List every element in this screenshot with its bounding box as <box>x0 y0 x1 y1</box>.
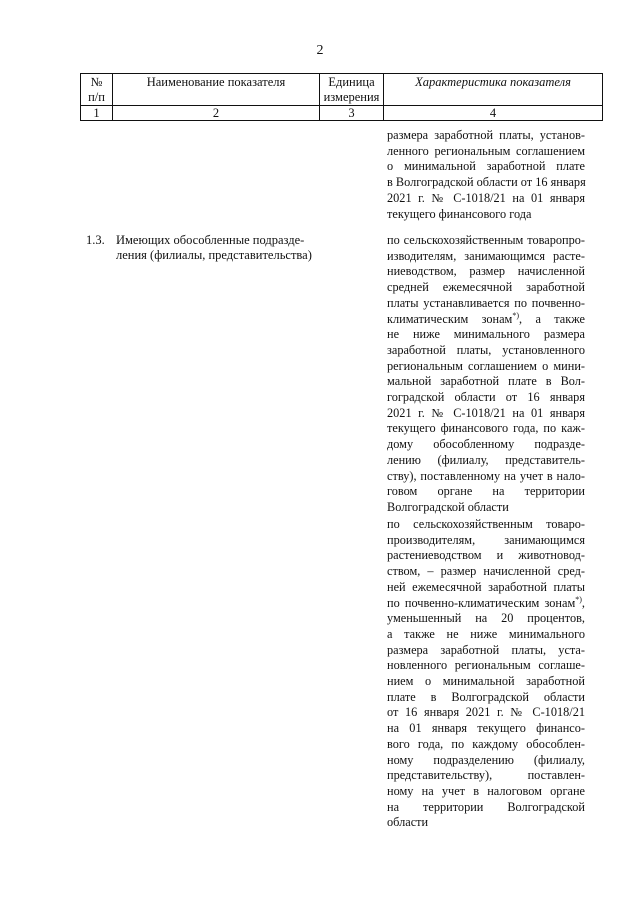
col-number-1: 1 <box>81 106 113 121</box>
col-number-2: 2 <box>113 106 320 121</box>
characteristic-crop-producers <box>387 233 585 516</box>
text-line: от 16 января 2021 г. № С-1018/21 <box>387 705 585 720</box>
text-line: изводителям, занимающимся расте- <box>387 248 585 263</box>
text-line: климатическим зонам*), а также <box>387 310 585 326</box>
row-number: 1.3. <box>86 233 105 247</box>
text-line: дому обособленному подразде- <box>387 437 585 452</box>
text-line: представительству), поставлен- <box>387 768 585 783</box>
text-line: вого года, по каждому обособлен- <box>387 736 585 751</box>
col-header-unit: Единица измерения <box>320 74 384 106</box>
text-line: ниеводством, размер начисленной <box>387 264 585 279</box>
footnote-mark: *) <box>512 310 520 320</box>
text-line: лению (филиалу, представитель- <box>387 452 585 467</box>
text-line: плате в Волгоградской области <box>387 689 585 704</box>
text-line: региональным соглашением о мини- <box>387 358 585 373</box>
text-line: не ниже минимального размера <box>387 327 585 342</box>
text-line: на территории Волгоградской <box>387 799 585 814</box>
text-line: текущего финансового года, по каж- <box>387 421 585 436</box>
text-line: по почвенно-климатическим зонам*), <box>387 594 585 610</box>
text-line: текущего финансового года <box>387 206 532 221</box>
text-line: гоградской области от 16 января <box>387 390 585 405</box>
text-line: по сельскохозяйственным товаро- <box>387 517 585 531</box>
text-line: 2021 г. № С-1018/21 на 01 января <box>387 190 585 205</box>
text-line: на 01 января текущего финансо- <box>387 721 585 736</box>
text-line: области <box>387 815 429 830</box>
text-line: ленного региональным соглашением <box>387 143 585 158</box>
text-line: растениеводством и животновод- <box>387 548 585 563</box>
text-line: нием о минимальной заработной <box>387 674 585 689</box>
text-line: ству), поставленному на учет в нало- <box>387 468 585 483</box>
text-line: ней ежемесячной заработной платы <box>387 579 585 594</box>
col-number-3: 3 <box>320 106 384 121</box>
text-line: 2021 г. № С-1018/21 на 01 января <box>387 405 585 420</box>
row-indicator-name: Имеющих обособленные подразде- ления (филиалы, представительства) <box>116 233 312 262</box>
text-line: заработной платы, установленного <box>387 342 585 357</box>
text-line: платы устанавливается по почвенно- <box>387 295 585 310</box>
text-line: Волгоградской области <box>387 499 509 514</box>
text-line: мальной заработной плате в Вол- <box>387 374 585 389</box>
text-line: ному подразделению (филиалу, <box>387 752 585 767</box>
col-header-characteristic: Характеристика показателя <box>384 74 603 106</box>
text-line: ством, – размер начисленной сред- <box>387 564 585 579</box>
continuation-text <box>387 128 585 222</box>
text-line: новленного региональным соглаше- <box>387 658 585 673</box>
text-line: по сельскохозяйственным товаропро- <box>387 233 585 247</box>
text-line: размера заработной платы, уста- <box>387 642 585 657</box>
col-number-4: 4 <box>384 106 603 121</box>
text-line: а также не ниже минимального <box>387 626 585 641</box>
text-line: уменьшенный на 20 процентов, <box>387 611 585 626</box>
footnote-mark: *) <box>575 594 582 604</box>
text-line: в Волгоградской области от 16 января <box>387 175 586 190</box>
text-line: ному на учет в налоговом органе <box>387 783 585 798</box>
text-line: производителям, занимающимся <box>387 532 585 547</box>
text-line: средней ежемесячной заработной <box>387 280 585 295</box>
indicator-table-header <box>80 73 603 121</box>
text-line: о минимальной заработной плате <box>387 159 585 174</box>
text-line: размера заработной платы, установ- <box>387 128 585 142</box>
characteristic-crop-livestock-producers <box>387 517 585 831</box>
col-header-name: Наименование показателя <box>113 74 320 106</box>
text-line: говом органе на территории <box>387 484 585 499</box>
page-number: 2 <box>316 43 324 58</box>
col-header-number: № п/п <box>81 74 113 106</box>
